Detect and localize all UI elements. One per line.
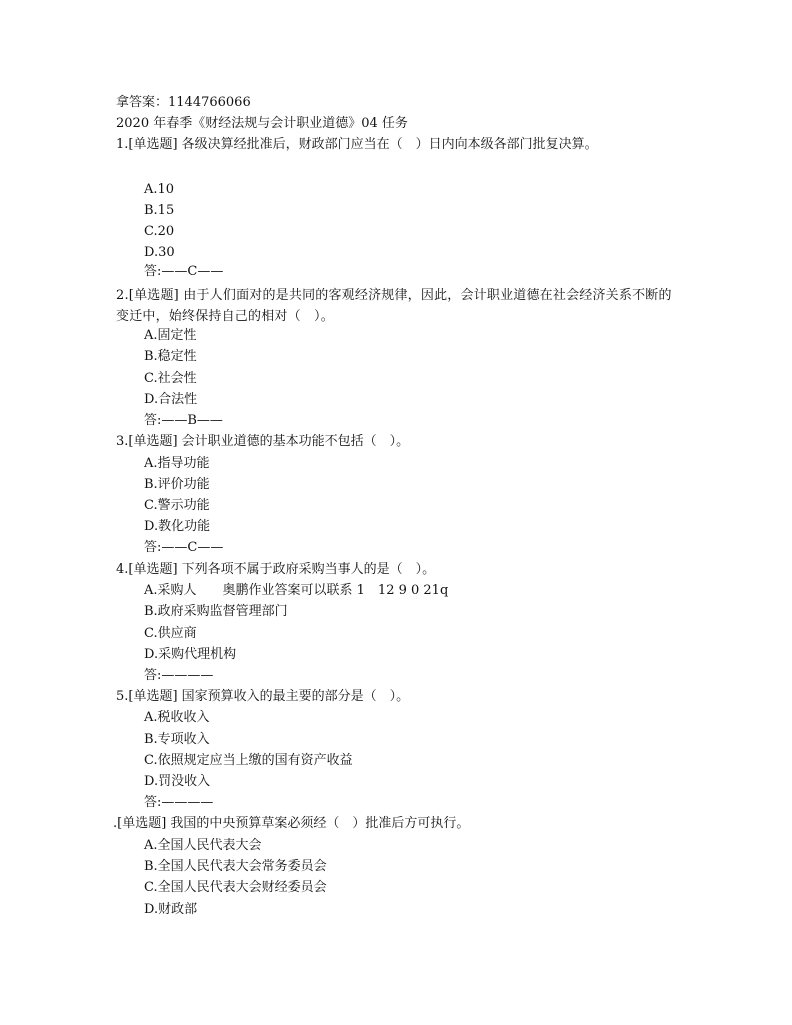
question-1-option-a: A.10 — [144, 182, 175, 197]
question-3-option-b: B.评价功能 — [144, 477, 210, 492]
question-1-option-b: B.15 — [144, 203, 175, 218]
question-5-option-c: C.依照规定应当上缴的国有资产收益 — [144, 753, 353, 768]
contact-line: 拿答案：1144766066 — [116, 95, 251, 110]
question-2-option-b: B.稳定性 — [144, 349, 197, 364]
question-3-option-d: D.教化功能 — [144, 519, 211, 534]
question-3-option-c: C.警示功能 — [144, 498, 210, 513]
question-6-option-d: D.财政部 — [144, 902, 198, 917]
question-1-option-d: D.30 — [144, 245, 175, 260]
question-4-answer: 答:———— — [144, 668, 214, 683]
question-5-stem: 5.[单选题] 国家预算收入的最主要的部分是（ ）。 — [116, 689, 410, 704]
question-2-option-a: A.固定性 — [144, 328, 197, 343]
question-4-option-b: B.政府采购监督管理部门 — [144, 604, 288, 619]
document-title: 2020 年春季《财经法规与会计职业道德》04 任务 — [116, 116, 408, 131]
question-1-answer: 答:——C—— — [144, 264, 224, 279]
question-1-stem: 1.[单选题] 各级决算经批准后，财政部门应当在（ ）日内向本级各部门批复决算。 — [116, 137, 598, 152]
question-4-option-a: A.采购人 奥鹏作业答案可以联系 1 12 9 0 21q — [144, 583, 449, 598]
question-6-option-c: C.全国人民代表大会财经委员会 — [144, 880, 327, 895]
question-2-stem: 2.[单选题] 由于人们面对的是共同的客观经济规律，因此，会计职业道德在社会经济关系不断的变迁中，始终保持自己的相对（ ）。 — [116, 288, 672, 324]
question-2-option-d: D.合法性 — [144, 392, 198, 407]
question-6-option-a: A.全国人民代表大会 — [144, 838, 262, 853]
question-6-stem: .[单选题] 我国的中央预算草案必须经（ ）批准后方可执行。 — [113, 816, 470, 831]
question-5-answer: 答:———— — [144, 795, 214, 810]
question-3-option-a: A.指导功能 — [144, 456, 210, 471]
question-1-option-c: C.20 — [144, 224, 175, 239]
question-5-option-a: A.税收收入 — [144, 710, 210, 725]
question-3-answer: 答:——C—— — [144, 540, 224, 555]
question-4-stem: 4.[单选题] 下列各项不属于政府采购当事人的是（ ）。 — [116, 562, 436, 577]
question-4-option-d: D.采购代理机构 — [144, 647, 237, 662]
question-5-option-b: B.专项收入 — [144, 732, 210, 747]
question-6-option-b: B.全国人民代表大会常务委员会 — [144, 859, 327, 874]
question-2-option-c: C.社会性 — [144, 371, 197, 386]
question-5-option-d: D.罚没收入 — [144, 774, 211, 789]
question-3-stem: 3.[单选题] 会计职业道德的基本功能不包括（ ）。 — [116, 434, 410, 449]
question-4-option-c: C.供应商 — [144, 626, 197, 641]
question-2-answer: 答:——B—— — [144, 413, 223, 428]
